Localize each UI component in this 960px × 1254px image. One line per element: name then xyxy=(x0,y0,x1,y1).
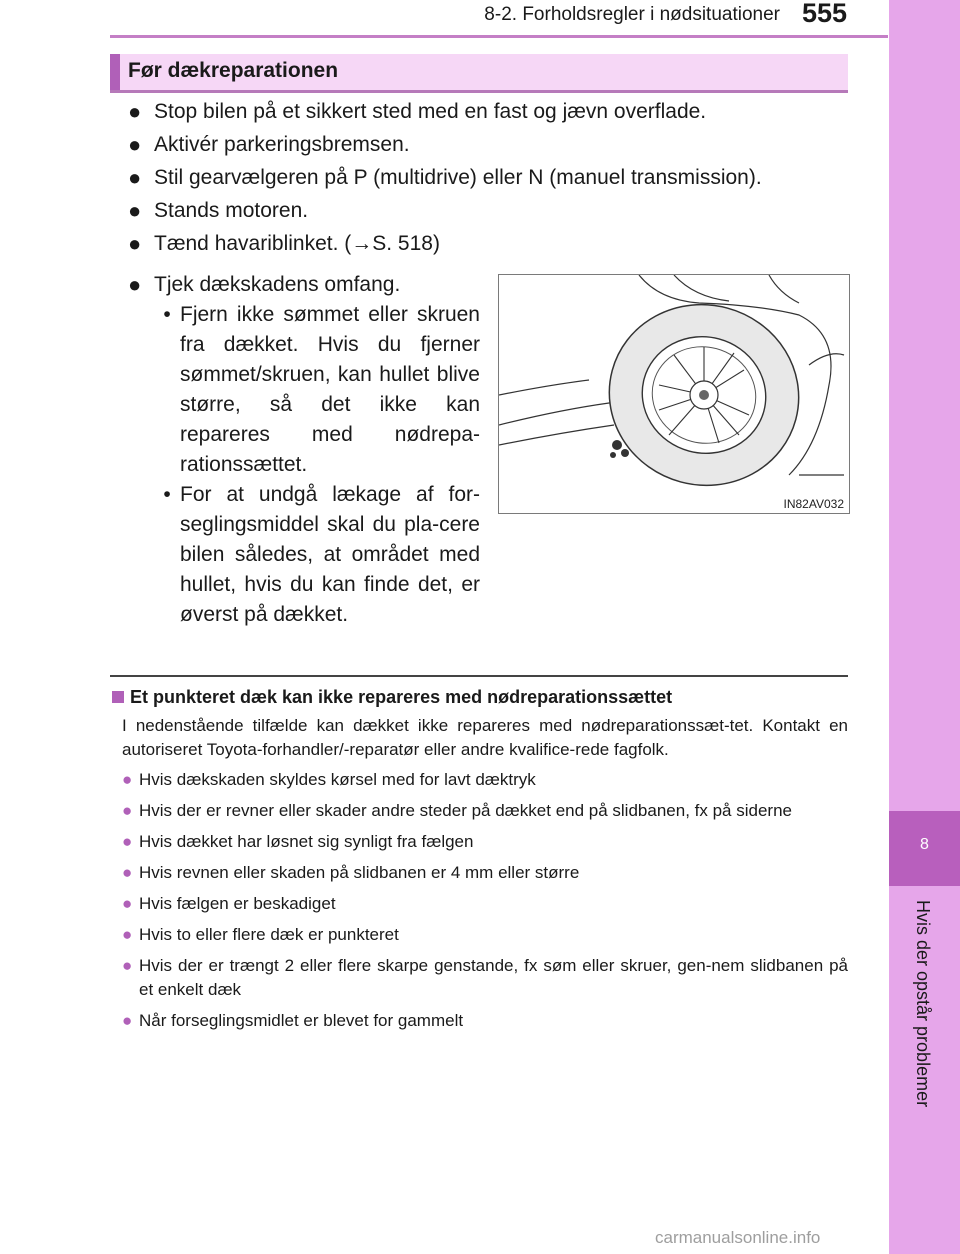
bullet-dot-icon: ● xyxy=(122,956,133,975)
header-rule xyxy=(110,35,888,38)
step-item xyxy=(128,270,480,300)
bullet-dot-icon: ● xyxy=(128,99,142,124)
bullet-dot-icon: ● xyxy=(122,801,133,820)
step-item xyxy=(128,128,848,161)
list-item-text: Hvis dækskaden skyldes kørsel med for lavt dæktryk xyxy=(139,770,536,789)
sub-bullet-icon: • xyxy=(163,483,171,506)
bullet-dot-icon: ● xyxy=(122,925,133,944)
chapter-number: 8 xyxy=(920,836,929,853)
note-list xyxy=(122,768,848,1033)
list-item xyxy=(122,892,848,916)
list-item-text: Hvis dækket har løsnet sig synligt fra fælgen xyxy=(139,832,474,851)
bullet-dot-icon: ● xyxy=(128,165,142,190)
bullet-dot-icon: ● xyxy=(122,863,133,882)
bullet-dot-icon: ● xyxy=(128,231,142,256)
step-text: Stop bilen på et sikkert sted med en fast og jævn overflade. xyxy=(154,100,707,123)
bullet-dot-icon: ● xyxy=(128,132,142,157)
list-item-text: Hvis revnen eller skaden på slidbanen er 4 mm eller større xyxy=(139,863,580,882)
list-item-text: Når forseglingsmidlet er blevet for gammelt xyxy=(139,1011,464,1030)
step-item xyxy=(128,227,848,260)
step-text-page-ref: Tænd havariblinket. (→S. 518) xyxy=(154,232,440,255)
list-item-text: Hvis der er revner eller skader andre steder på dækket end på slidbanen, fx på siderne xyxy=(139,801,792,820)
list-item xyxy=(122,830,848,854)
bullet-dot-icon: ● xyxy=(122,894,133,913)
step-text: Tjek dækskadens omfang. xyxy=(154,273,401,296)
check-damage-step xyxy=(128,270,480,630)
chapter-title: Hvis der opstår problemer xyxy=(913,900,933,1108)
step-list xyxy=(128,95,848,260)
bullet-dot-icon: ● xyxy=(128,272,142,297)
note-title xyxy=(112,684,848,710)
sub-item xyxy=(154,300,480,480)
bullet-dot-icon: ● xyxy=(122,1011,133,1030)
step-item xyxy=(128,194,848,227)
note-title-text: Et punkteret dæk kan ikke repareres med nødreparationssættet xyxy=(130,687,673,707)
section-header-box xyxy=(110,54,848,93)
sub-list xyxy=(154,300,480,630)
square-bullet-icon xyxy=(112,691,124,703)
list-item xyxy=(122,861,848,885)
list-item-text: Hvis to eller flere dæk er punkteret xyxy=(139,925,399,944)
section-title: Før dækreparationen xyxy=(128,59,339,82)
page-number: 555 xyxy=(802,0,848,28)
bullet-dot-icon: ● xyxy=(122,770,133,789)
step-text: Stil gearvælgeren på P (multidrive) eller N (manuel transmission). xyxy=(154,166,762,189)
sub-bullet-icon: • xyxy=(163,303,171,326)
list-item xyxy=(122,954,848,1002)
tire-drawing-icon xyxy=(499,275,849,513)
list-item xyxy=(122,799,848,823)
bullet-dot-icon: ● xyxy=(122,832,133,851)
watermark: carmanualsonline.info xyxy=(655,1228,821,1247)
step-item xyxy=(128,161,848,194)
step-text: Aktivér parkeringsbremsen. xyxy=(154,133,410,156)
sub-item xyxy=(154,480,480,630)
list-item xyxy=(122,923,848,947)
step-item xyxy=(128,95,848,128)
figure-code: IN82AV032 xyxy=(783,497,844,511)
sub-item-text: Fjern ikke sømmet eller skruen fra dækket. Hvis du fjerner sømmet/skruen, kan hullet blive større, så det ikke kan repareres med nødrepa-rationssættet. xyxy=(180,303,480,476)
chapter-side-tab xyxy=(889,0,960,1254)
sub-item-text: For at undgå lækage af for-seglingsmiddel skal du pla-cere bilen således, at området med hullet, hvis du kan finde det, er øverst på dækket. xyxy=(180,483,480,626)
note-body: I nedenstående tilfælde kan dækket ikke repareres med nødreparationssæt-tet. Kontakt en autoriseret Toyota-forhandler/-reparatør eller andre kvalifice-rede fagfolk. xyxy=(122,716,848,759)
section-header-stripe xyxy=(110,54,120,90)
section-divider xyxy=(110,675,848,677)
list-item xyxy=(122,1009,848,1033)
list-item-text: Hvis der er trængt 2 eller flere skarpe genstande, fx søm eller skruer, gen-nem slidbanen på et enkelt dæk xyxy=(139,956,848,999)
tire-illustration xyxy=(498,274,850,514)
bullet-dot-icon: ● xyxy=(128,198,142,223)
list-item xyxy=(122,768,848,792)
header-section-title: 8-2. Forholdsregler i nødsituationer xyxy=(484,4,780,25)
step-text: Stands motoren. xyxy=(154,199,309,222)
note-section xyxy=(112,684,848,1040)
list-item-text: Hvis fælgen er beskadiget xyxy=(139,894,336,913)
